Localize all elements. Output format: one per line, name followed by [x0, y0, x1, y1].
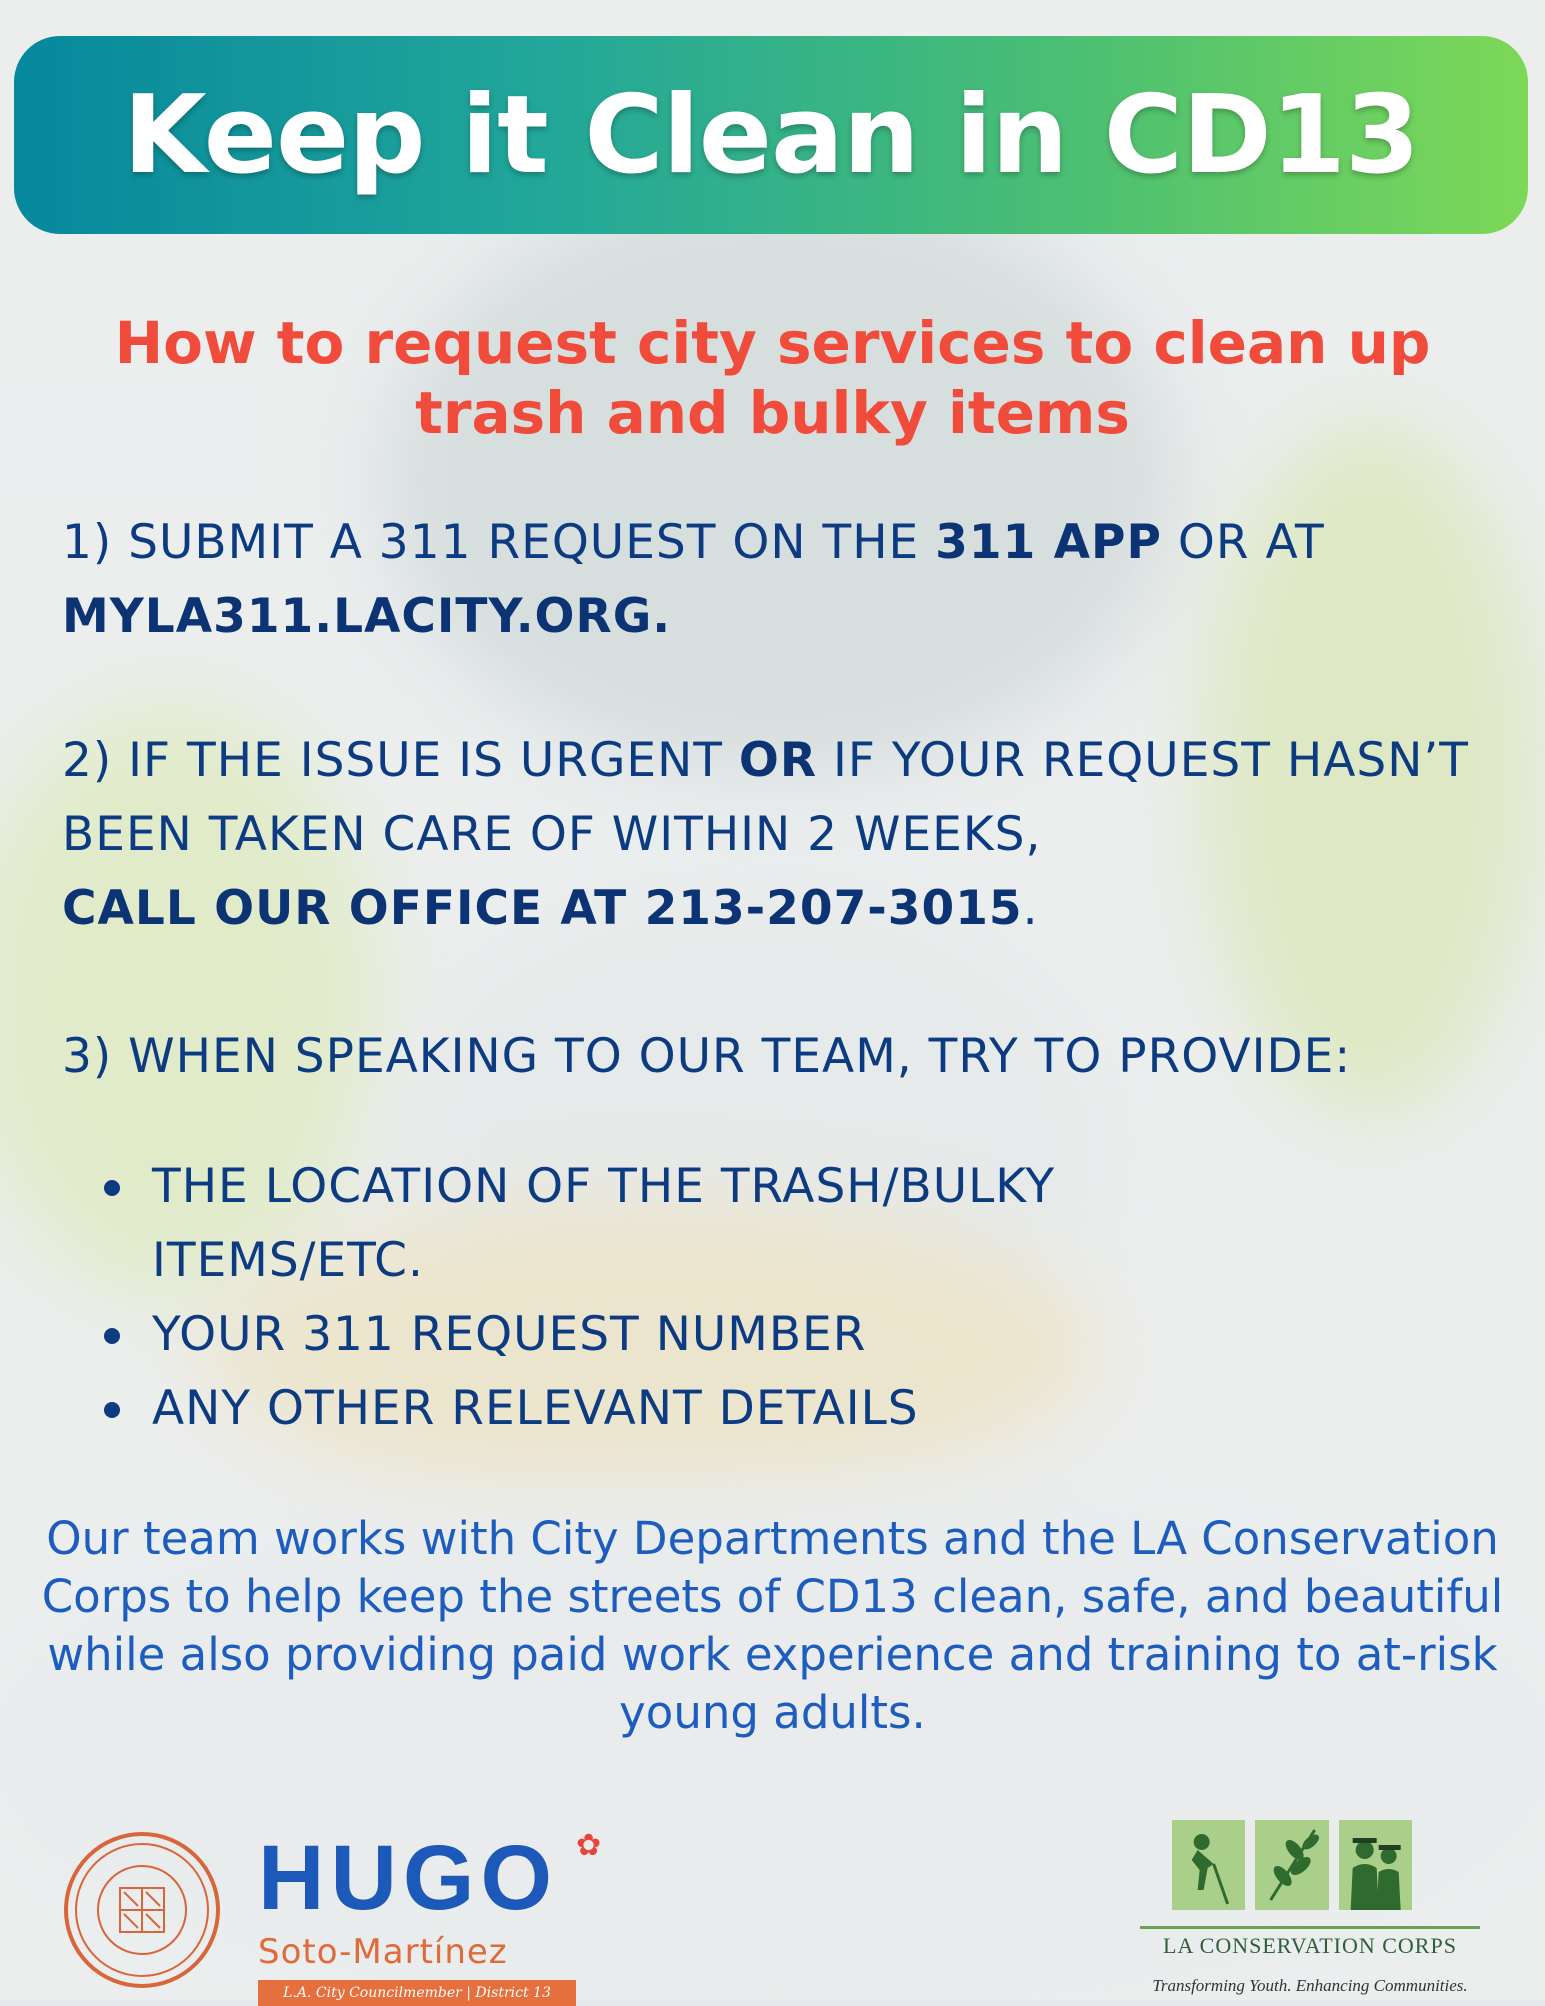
footer: [0, 1810, 1545, 2000]
worker-silhouette-icon: [1172, 1820, 1245, 1910]
step-1-prefix: 1) SUBMIT A 311 REQUEST ON THE: [62, 515, 936, 570]
list-item-text: YOUR 311 REQUEST NUMBER: [152, 1307, 867, 1362]
leaf-icon: [1255, 1820, 1328, 1910]
list-item-text: THE LOCATION OF THE TRASH/BULKY ITEMS/ETC.: [152, 1159, 1056, 1288]
list-item: [96, 1298, 1296, 1372]
step-2-mid: IF YOUR REQUEST HASN’T BEEN TAKEN CARE OF WITHIN 2 WEEKS,: [62, 733, 1470, 862]
list-item-text: ANY OTHER RELEVANT DETAILS: [152, 1381, 919, 1436]
details-list: [96, 1150, 1296, 1446]
city-seal-logo: [62, 1830, 222, 1990]
step-3: 3) WHEN SPEAKING TO OUR TEAM, TRY TO PROVIDE:: [62, 1029, 1352, 1084]
lacc-name: LA CONSERVATION CORPS: [1140, 1926, 1480, 1959]
bullet-icon: [104, 1328, 120, 1344]
subtitle: How to request city services to clean up trash and bulky items: [114, 309, 1431, 447]
step-1-website: MYLA311.LACITY.ORG.: [62, 589, 672, 644]
title-banner: [14, 36, 1528, 234]
flower-icon: ✿: [576, 1828, 602, 1863]
step-2-or: OR: [738, 733, 818, 788]
step-1-app-label: 311 APP: [935, 515, 1162, 570]
steps-section: [62, 506, 1502, 1094]
lacc-motto: Transforming Youth. Enhancing Communities.: [1152, 1976, 1468, 1995]
step-2-suffix: .: [1022, 881, 1039, 936]
step-2: [62, 724, 1502, 946]
graduates-icon: [1339, 1820, 1412, 1910]
bullet-icon: [104, 1402, 120, 1418]
page-title: Keep it Clean in CD13: [122, 72, 1420, 198]
list-item: [96, 1150, 1192, 1298]
closing-paragraph: Our team works with City Departments and the LA Conservation Corps to help keep the streets of CD13 clean, safe, and beautiful while also providing paid work experience and training to at-risk young adults.: [41, 1512, 1504, 1739]
bullet-icon: [104, 1180, 120, 1196]
step-2-prefix: 2) IF THE ISSUE IS URGENT: [62, 733, 739, 788]
hugo-name: HUGO: [258, 1827, 558, 1929]
step-2-phone: CALL OUR OFFICE AT 213-207-3015: [62, 881, 1023, 936]
hugo-logo: [258, 1827, 602, 2002]
list-item: [96, 1372, 1296, 1446]
lacc-image-tiles: [1172, 1820, 1412, 1910]
hugo-surname: Soto-Martínez: [258, 1932, 508, 1972]
step-1: [62, 506, 1502, 654]
step-1-mid: OR AT: [1161, 515, 1325, 570]
hugo-tagline: L.A. City Councilmember | District 13: [258, 1980, 576, 2006]
la-conservation-corps-logo: [1140, 1820, 1480, 2000]
